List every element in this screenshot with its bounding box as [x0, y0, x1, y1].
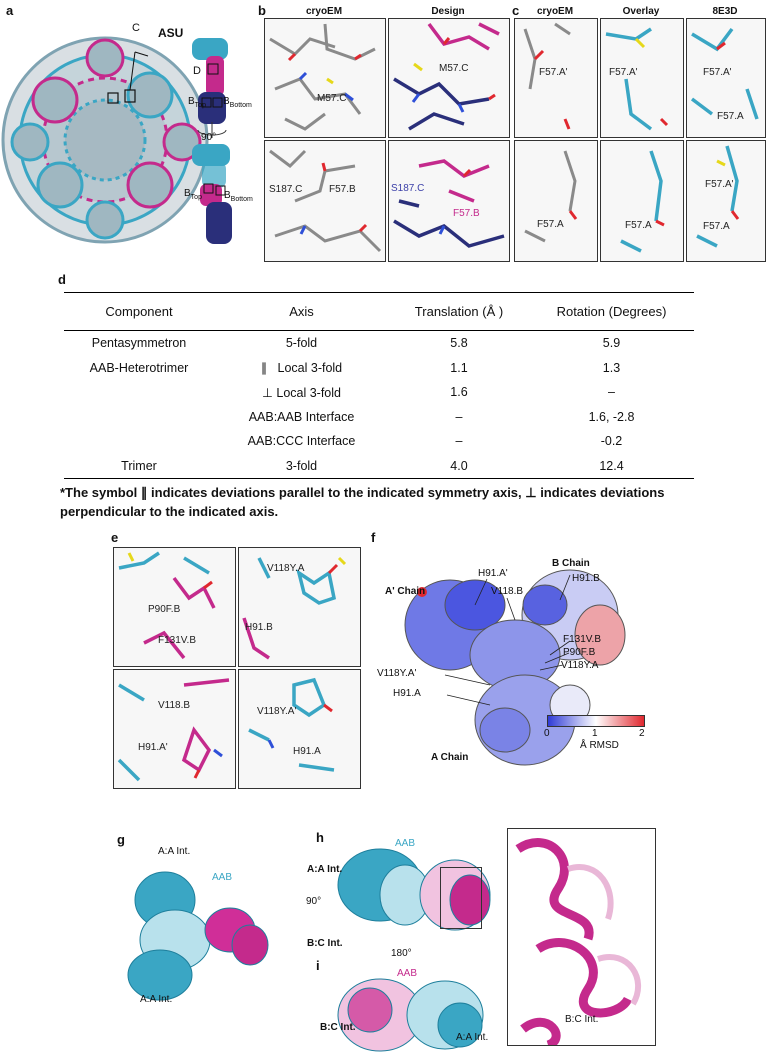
c-cryoem-bottom [514, 140, 598, 262]
panel-label-b: b [258, 3, 266, 18]
cell: ⊥ Local 3-fold [262, 385, 341, 400]
colorbar-min: 0 [544, 728, 550, 739]
j-zoom-panel [507, 828, 656, 1046]
header-8e3d-c: 8E3D [712, 6, 738, 17]
label-f57b-cryo: F57.B [329, 184, 356, 195]
rotation-90-label: 90° [201, 132, 217, 143]
h-label-bc-int: B:C Int. [307, 938, 343, 949]
label-b-top-1: $B_{Top}$ [188, 96, 206, 109]
c-cryoem-top [514, 18, 598, 138]
label-f-h91a: H91.A [393, 688, 421, 699]
e-panel-3 [113, 669, 236, 789]
table-row [64, 429, 694, 454]
g-label-aab: AAB [212, 872, 233, 883]
col-axis: Axis [214, 293, 389, 331]
label-v118ya: V118Y.A [267, 563, 305, 574]
table-row [64, 356, 694, 381]
header-cryoem-b: cryoEM [305, 6, 343, 17]
table-footnote: *The symbol ∥ indicates deviations parallel to the indicated symmetry axis, ⊥ indicates deviations perpendicular to the indicated axis. [60, 485, 665, 519]
b-cryoem-top [264, 18, 386, 138]
panel-label-g: g [117, 832, 125, 847]
cell [64, 405, 214, 430]
header-cryoem-c: cryoEM [536, 6, 574, 17]
label-f-v118b: V118.B [491, 586, 524, 597]
table-row [64, 380, 694, 405]
label-s187c-cryo: S187.C [269, 184, 303, 195]
e-panel-2 [238, 547, 361, 667]
label-h91a: H91.A [293, 746, 321, 757]
panel-label-e: e [111, 530, 119, 545]
b-cryoem-bottom [264, 140, 386, 262]
label-c6: F57.A [625, 220, 652, 231]
j-label-bc-int: B:C Int. [565, 1014, 599, 1025]
panel-label-h: h [316, 830, 324, 845]
label-m57c-cryo: M57.C [317, 93, 347, 104]
label-c: C [132, 22, 140, 34]
label-h91b: H91.B [245, 622, 273, 633]
i-label-aab: AAB [397, 968, 418, 979]
label-f57b-design: F57.B [453, 208, 480, 219]
cell: AAB:AAB Interface [248, 409, 355, 424]
g-label-aa-int-1: A:A Int. [158, 846, 191, 857]
label-s187c-design: S187.C [391, 183, 425, 194]
label-v118b: V118.B [158, 700, 191, 711]
h-label-aa-int: A:A Int. [307, 864, 343, 875]
label-c7: F57.A' [705, 179, 734, 190]
label-p90fb: P90F.B [148, 604, 181, 615]
b-design-top [388, 18, 510, 138]
c-overlay-bottom [600, 140, 684, 262]
label-h91a-prime: H91.A' [138, 742, 168, 753]
label-c8: F57.A [703, 221, 730, 232]
cell: ∥ Local 3-fold [260, 361, 343, 376]
cell: Trimer [64, 454, 214, 479]
h-label-aab: AAB [395, 838, 416, 849]
cell [64, 380, 214, 405]
label-b-top-2: $B_{Top}$ [184, 188, 202, 201]
col-rotation: Rotation (Degrees) [529, 293, 694, 331]
e-panel-1 [113, 547, 236, 667]
table-row [64, 331, 694, 356]
e-panel-4 [238, 669, 361, 789]
label-b-chain: B Chain [552, 558, 590, 569]
cell: 1.6, -2.8 [588, 409, 635, 424]
label-f-v118ya: V118Y.A [561, 660, 599, 671]
cell: -0.2 [600, 434, 623, 449]
h-zoom-box [440, 867, 482, 929]
asu-label: ASU [158, 26, 184, 40]
h-label-90: 90° [306, 896, 322, 907]
panel-label-f: f [371, 530, 376, 545]
c-8e3d-bottom [686, 140, 766, 262]
rmsd-colorbar [547, 715, 645, 727]
label-f-h91a-prime: H91.A' [478, 568, 508, 579]
label-f-f131vb: F131V.B [563, 634, 601, 645]
colorbar-title: Å RMSD [580, 740, 619, 751]
label-a-prime-chain: A' Chain [385, 586, 426, 597]
cell: 3-fold [214, 454, 389, 479]
cell: – [608, 385, 615, 400]
label-f-v118ya-prime: V118Y.A' [377, 668, 417, 679]
label-d: D [193, 65, 201, 77]
c-8e3d-top [686, 18, 766, 138]
colorbar-mid: 1 [592, 728, 598, 739]
label-b-bottom-1: $B_{Bottom}$ [223, 96, 252, 109]
cell: Pentasymmetron [91, 336, 187, 351]
cell: 5.8 [450, 336, 468, 351]
label-m57c-design: M57.C [439, 63, 469, 74]
c-overlay-top [600, 18, 684, 138]
table-row [64, 454, 694, 479]
cell: AAB-Heterotrimer [89, 360, 189, 375]
header-design-b: Design [431, 6, 465, 17]
label-f131vb: F131V.B [158, 635, 196, 646]
label-c5: F57.A [537, 219, 564, 230]
label-c2: F57.A' [609, 67, 638, 78]
i-structure-image [330, 970, 500, 1060]
i-label-bc-int: B:C Int. [320, 1022, 356, 1033]
cell [64, 429, 214, 454]
label-c1: F57.A' [539, 67, 568, 78]
cell: – [455, 409, 463, 424]
b-design-bottom [388, 140, 510, 262]
cell: 1.6 [450, 385, 468, 400]
label-b-bottom-2: $B_{Bottom}$ [224, 190, 253, 203]
g-structure-image [120, 860, 280, 1010]
cell: 1.3 [602, 360, 621, 375]
g-label-aa-int-2: A:A Int. [140, 994, 173, 1005]
cell: 5.9 [602, 336, 621, 351]
cell: 1.1 [450, 360, 468, 375]
i-label-aa-int: A:A Int. [456, 1032, 489, 1043]
cell: AAB:CCC Interface [247, 434, 356, 449]
header-overlay-c: Overlay [622, 6, 660, 17]
cell: 12.4 [529, 454, 694, 479]
label-a-chain: A Chain [431, 752, 469, 763]
label-f-p90fb: P90F.B [563, 647, 596, 658]
deviation-table [64, 292, 694, 479]
cell: 5-fold [285, 336, 318, 351]
label-c4: F57.A [717, 111, 744, 122]
label-f-h91b: H91.B [572, 573, 600, 584]
colorbar-max: 2 [639, 728, 645, 739]
panel-label-d: d [58, 272, 66, 287]
panel-label-i: i [316, 958, 320, 973]
panel-label-a: a [6, 3, 14, 18]
cell: 4.0 [389, 454, 529, 479]
table-row [64, 405, 694, 430]
col-component: Component [64, 293, 214, 331]
label-c3: F57.A' [703, 67, 732, 78]
h-label-180: 180° [391, 948, 412, 959]
label-v118ya-prime: V118Y.A' [257, 706, 297, 717]
col-translation: Translation (Å ) [389, 293, 529, 331]
cell: – [455, 434, 463, 449]
panel-label-c: c [512, 3, 520, 18]
